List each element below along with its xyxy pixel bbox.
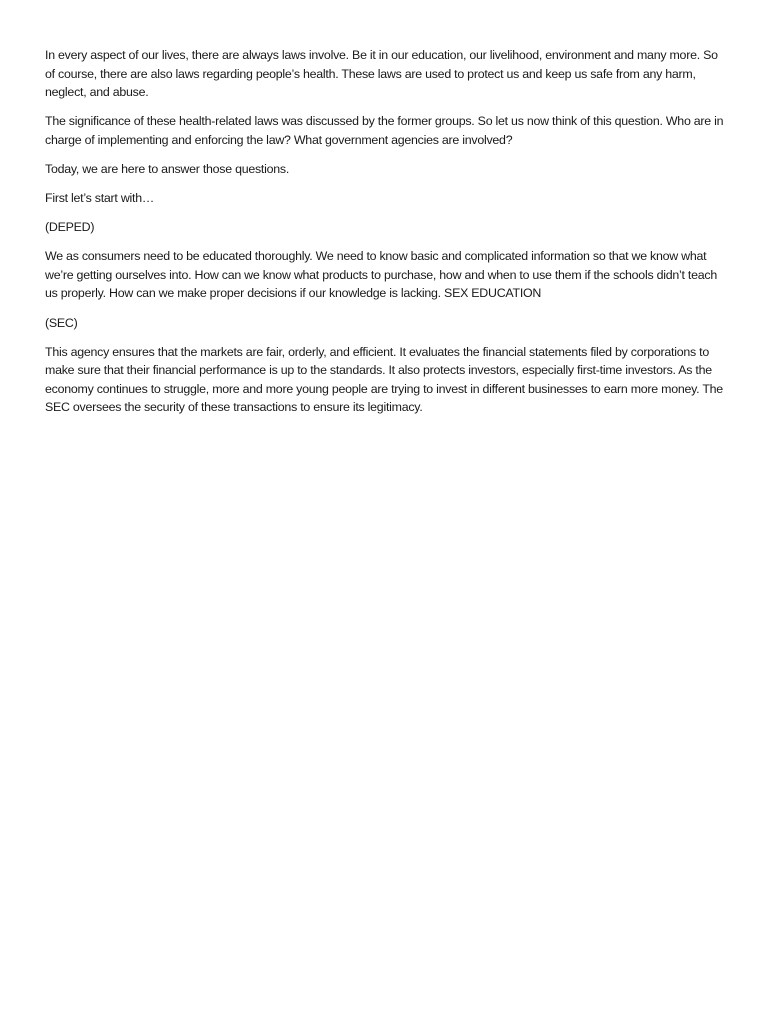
paragraph-intro: In every aspect of our lives, there are always laws involve. Be it in our education, our livelihood, environment and many more. So of course, there are also laws regarding people’s health. These laws are used to protect us and keep us safe from any harm, neglect, and abuse.	[45, 48, 718, 100]
paragraph-significance: The significance of these health-related laws was discussed by the former groups. So let us now think of this question. Who are in charge of implementing and enforcing the law? What government agencies are involved?	[45, 114, 724, 147]
paragraph-today: Today, we are here to answer those questions.	[45, 161, 290, 176]
paragraph-sec: This agency ensures that the markets are fair, orderly, and efficient. It evaluates the financial statements filed by corporations to make sure that their financial performance is up to the standards. It also protects investors, especially first-time investors. As the economy continues to struggle, more and more young people are trying to invest in different businesses to earn more money. The SEC oversees the security of these transactions to ensure its legitimacy.	[45, 344, 723, 415]
heading-deped: (DEPED)	[45, 220, 95, 235]
heading-sec: (SEC)	[45, 315, 78, 330]
paragraph-first: First let’s start with…	[45, 191, 154, 206]
paragraph-deped: We as consumers need to be educated thoroughly. We need to know basic and complicated information so that we know what we’re getting ourselves into. How can we know what products to purchase, how and when to use them if the schools didn’t teach us properly. How can we make proper decisions if our knowledge is lacking. SEX EDUCATION	[45, 249, 717, 301]
